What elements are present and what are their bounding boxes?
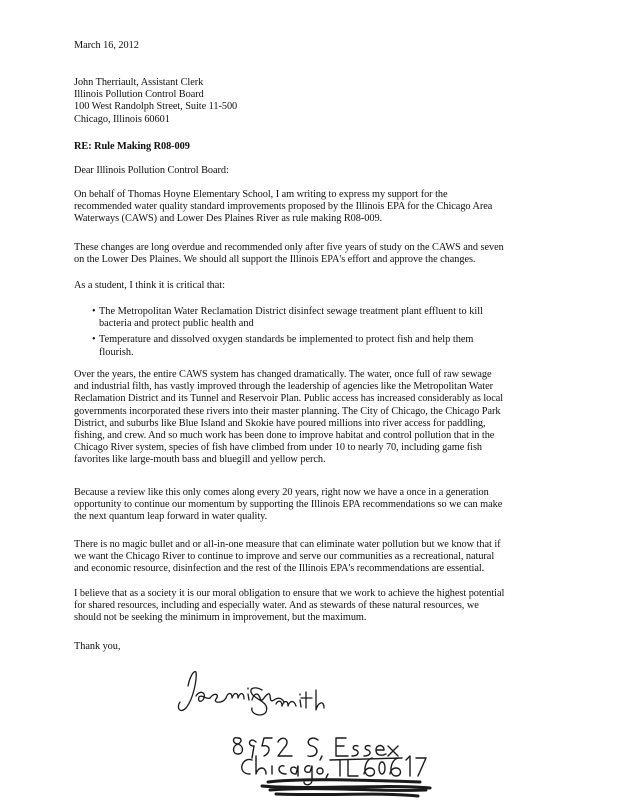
address-city-stroke — [304, 766, 312, 785]
paragraph-line: should not be seeking the minimum in improvement, but the maximum. — [74, 612, 367, 624]
address-city-stroke — [291, 766, 298, 776]
signature-last-name-stroke — [301, 692, 312, 708]
paragraph-line: District, and suburbs like Blue Island and Skokie have poured millions into river access for paddling, — [74, 417, 486, 429]
paragraph-line: Reclamation District and its Tunnel and Reservoir Plan. Public access has increased considerably as local — [74, 393, 504, 405]
paragraph-line: favorites like large-mouth bass and bluegill and yellow perch. — [74, 454, 326, 466]
signature-first-name-stroke — [196, 692, 210, 701]
address-street-stroke — [336, 738, 348, 756]
address-city-stroke — [364, 758, 375, 776]
paragraph-line: As a student, I think it is critical that: — [74, 280, 225, 291]
closing: Thank you, — [74, 641, 121, 652]
paragraph-line: I believe that as a society it is our moral obligation to ensure that we work to achieve the highest potential — [74, 588, 505, 599]
paragraph-line: we want the Chicago River to continue to improve and serve our communities as a recreational, natural — [74, 551, 495, 563]
address-street-stroke — [330, 758, 402, 760]
address-city-stroke — [379, 762, 385, 774]
paragraph-line: Because a review like this only comes along every 20 years, right now we have a once in a generation — [74, 487, 489, 498]
address-street-stroke — [376, 746, 386, 756]
paragraph-line: Chicago River system, species of fish have climbed from under 10 to nearly 70, including game fish — [74, 442, 483, 454]
paragraph-line: on the Lower Des Plaines. We should all support the Illinois EPA's effort and approve the changes. — [74, 254, 476, 266]
address-city-stroke — [416, 758, 426, 776]
paragraph-line: opportunity to continue our momentum by supporting the Illinois EPA recommendations so we can make — [74, 499, 503, 511]
salutation: Dear Illinois Pollution Control Board: — [74, 165, 229, 176]
recipient-line: John Therriault, Assistant Clerk — [74, 77, 204, 88]
recipient-line: Chicago, Illinois 60601 — [74, 113, 170, 125]
address-street-stroke — [364, 746, 370, 756]
address-street-stroke — [278, 738, 292, 756]
signature-first-name-stroke — [226, 694, 244, 700]
paragraph-line: On behalf of Thomas Hoyne Elementary School, I am writing to express my support for the — [74, 189, 448, 200]
redaction-scribble — [262, 780, 430, 796]
signature-first-name-stroke — [178, 672, 196, 711]
paragraph-line: Waterways (CAWS) and Lower Des Plaines River as rule making R08-009. — [74, 213, 383, 225]
paragraph-line: recommended water quality standard improvements proposed by the Illinois EPA for the Chicago Area — [74, 201, 493, 213]
paragraph-line: These changes are long overdue and recommended only after five years of study on the CAWS and seven — [74, 242, 504, 253]
recipient-line: 100 West Randolph Street, Suite 11-500 — [74, 101, 238, 113]
bullet-line: The Metropolitan Water Reclamation District disinfect sewage treatment plant effluent to kill — [99, 306, 483, 317]
bullet-icon: • — [92, 306, 96, 317]
address-street-stroke — [352, 746, 358, 756]
signature-first-name-stroke — [210, 694, 226, 702]
paragraph-line: governments incorporated these rivers into their master planning. The City of Chicago, the Chicago Park — [74, 405, 501, 417]
address-city-stroke — [390, 758, 401, 776]
signature-last-name-stroke — [300, 694, 301, 707]
address-street-stroke — [234, 738, 243, 754]
address-city-stroke — [406, 756, 410, 776]
bullet-icon: • — [92, 334, 96, 346]
paragraph-line: and economic resource, disinfection and the rest of the Illinois EPA's recommendations are essential. — [74, 563, 485, 575]
letter-date: March 16, 2012 — [74, 40, 139, 51]
paragraph-line: and industrial filth, has vastly improved through the leadership of agencies like the Metropolitan Water — [74, 381, 493, 393]
paragraph-line: Over the years, the entire CAWS system has changed dramatically. The water, once full of raw sewage — [74, 369, 492, 380]
address-city-stroke — [348, 760, 358, 776]
signature-first-name-stroke — [248, 688, 249, 700]
subject-line: RE: Rule Making R08-009 — [74, 141, 190, 152]
address-street-stroke — [250, 740, 256, 758]
address-street-stroke — [388, 746, 398, 756]
recipient-line: Illinois Pollution Control Board — [74, 89, 204, 101]
paragraph-line: fishing, and crew. And so much work has been done to improve habitat and control pollution that in the — [74, 430, 495, 442]
address-city-stroke — [242, 759, 252, 774]
address-city-stroke — [256, 756, 266, 774]
signature-last-name-stroke — [251, 688, 267, 715]
address-city-stroke — [279, 766, 286, 774]
address-street-stroke — [308, 738, 322, 760]
paragraph-line: for shared resources, including and especially water. And as stewards of these natural resources, we — [74, 600, 479, 612]
bullet-line: bacteria and protect public health and — [99, 318, 254, 330]
paragraph-line: There is no magic bullet and or all-in-one measure that can eliminate water pollution but we know that if — [74, 539, 501, 550]
paragraph-line: the next quantum leap forward in water quality. — [74, 511, 268, 523]
signature-last-name-stroke — [276, 701, 296, 706]
address-city-stroke — [317, 768, 328, 778]
bullet-line: flourish. — [99, 346, 134, 358]
address-street-stroke — [262, 738, 272, 756]
signature-last-name-stroke — [316, 690, 324, 710]
bullet-line: Temperature and dissolved oxygen standards be implemented to protect fish and help them — [99, 334, 474, 346]
